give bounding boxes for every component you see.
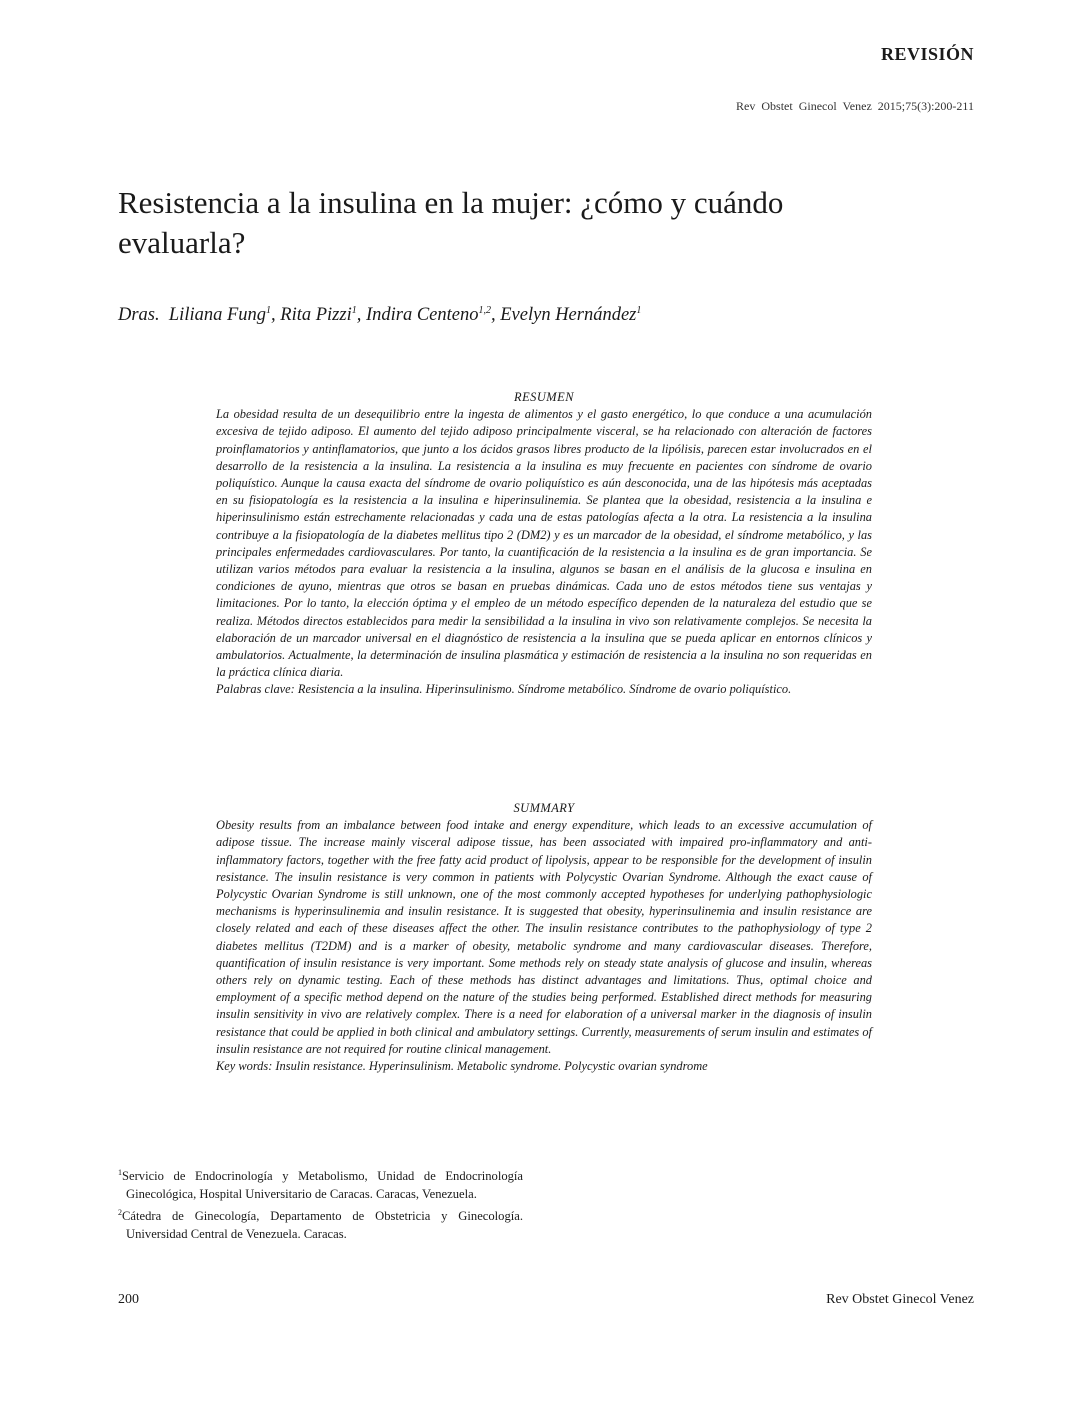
summary-heading: SUMMARY [513, 801, 575, 815]
resumen-body: La obesidad resulta de un desequilibrio entre la ingesta de alimentos y el gasto energético, lo que conduce a una acumulación excesiva de tejido adiposo. El aumento del tejido adiposo principalmente visceral, se ha relacionado con alteración de factores proinflamatorios y antinflamatorios, que junto a los ácidos grasos libres producto de la lipólisis, parecen estar involucrados en el desarrollo de la resistencia a la insulina. La resistencia a la insulina es muy frecuente en pacientes con síndrome de ovario poliquístico. Aunque la causa exacta del síndrome de ovario poliquístico es aún desconocida, una de las hipótesis más aceptadas en su fisiopatología es la resistencia a la insulina e hiperinsulinemia. Se plantea que la obesidad, resistencia a la insulina e hiperinsulinismo están estrechamente relacionadas y cada una de estas patologías afecta a la otra. La resistencia a la insulina contribuye a la fisiopatología de la diabetes mellitus tipo 2 (DM2) y es un marcador de la obesidad, el síndrome metabólico, y las principales enfermedades cardiovasculares. Por tanto, la cuantificación de la resistencia a la insulina es de gran importancia. Se utilizan varios métodos para evaluar la resistencia a la insulina, algunos se basan en el análisis de la glucosa e insulina en condiciones de ayuno, mientras que otros se basan en pruebas dinámicas. Cada uno de estos métodos tiene sus ventajas y limitaciones. Por lo tanto, la elección óptima y el empleo de un método específico dependen de la naturaleza del estudio que se realiza. Métodos directos establecidos para medir la sensibilidad a la insulina in vivo son relativamente complejos. Se necesita la elaboración de un marcador universal en el diagnóstico de resistencia a la insulina que se pueda aplicar en entornos clínicos y ambulatorios. Actualmente, la determinación de insulina plasmática y estimación de resistencia a la insulina no son requeridas en la práctica clínica diaria. [216, 407, 872, 680]
affiliation-text: Servicio de Endocrinología y Metabolismo, Unidad de Endocrinología Ginecológica, Hospital Universitario de Caracas. Caracas, Venezuela. [122, 1169, 523, 1202]
journal-citation: Rev Obstet Ginecol Venez 2015;75(3):200-211 [736, 99, 974, 113]
author-affiliation-mark: 1 [351, 305, 357, 316]
journal-footer: Rev Obstet Ginecol Venez [826, 1292, 974, 1307]
section-label: REVISIÓN [880, 44, 974, 64]
summary-keywords: Key words: Insulin resistance. Hyperinsulinism. Metabolic syndrome. Polycystic ovarian syndrome [216, 1059, 708, 1074]
affiliations [118, 1164, 523, 1244]
author-affiliation-mark: 1 [266, 305, 272, 316]
affiliation-mark: 2 [118, 1208, 122, 1218]
resumen-keywords: Palabras clave: Resistencia a la insulina. Hiperinsulinismo. Síndrome metabólico. Síndrome de ovario poliquístico. [216, 682, 792, 697]
resumen-heading: RESUMEN [514, 390, 574, 404]
author-prefix: Dras. [118, 305, 160, 326]
author-affiliation-mark: 1,2 [478, 305, 491, 316]
affiliation-text: Cátedra de Ginecología, Departamento de Obstetricia y Ginecología. Universidad Central de Venezuela. Caracas. [122, 1209, 523, 1242]
author-name: Indira Centeno [365, 305, 479, 326]
author-list: Dras. Liliana Fung$^1$, Rita Pizzi$^1$, Indira Centeno$^{1,2}$, Evelyn Hernández$^1$ [118, 305, 642, 326]
summary-section [216, 800, 872, 1075]
author-affiliation-mark: 1 [636, 305, 642, 316]
article-title: Resistencia a la insulina en la mujer: ¿cómo y cuándo evaluarla? [118, 185, 784, 260]
affiliation-mark: 1 [118, 1168, 122, 1177]
affiliation-item [118, 1164, 523, 1203]
author-name: Evelyn Hernández [500, 305, 637, 326]
author-name: Rita Pizzi [280, 305, 352, 326]
page-number: 200 [118, 1292, 139, 1307]
summary-body: Obesity results from an imbalance between food intake and energy expenditure, which leads to an excessive accumulation of adipose tissue. The increase mainly visceral adipose tissue, has been associated with impaired pro-inflammatory and anti-inflammatory factors, together with the free fatty acid product of lipolysis, appear to be responsible for the development of insulin resistance. The insulin resistance is very common in patients with Polycystic Ovarian Syndrome. Although the exact cause of Polycystic Ovarian Syndrome is still unknown, one of the most commonly accepted hypotheses for underlying pathophysiologic mechanisms is hyperinsulinemia and insulin resistance. It is suggested that obesity, hyperinsulinemia and insulin resistance are closely related and each of these diseases affect the other. The insulin resistance contributes to the pathophysiology of type 2 diabetes mellitus (T2DM) and is a marker of obesity, metabolic syndrome and many cardiovascular diseases. Therefore, quantification of insulin resistance is very important. Some methods rely on steady state analysis of glucose and insulin, whereas others rely on dynamic testing. Each of these methods has distinct advantages and limitations. Thus, optimal choice and employment of a specific method depend on the nature of the studies being performed. Established direct methods for measuring insulin sensitivity in vivo are relatively complex. There is a need for elaboration of a universal marker in the diagnosis of insulin resistance that could be applied in both clinical and ambulatory settings. Currently, measurements of serum insulin and estimates of insulin resistance are not required for routine clinical management. [216, 818, 872, 1056]
author-name: Liliana Fung [168, 305, 267, 326]
resumen-section [216, 389, 872, 699]
affiliation-item [118, 1204, 523, 1243]
